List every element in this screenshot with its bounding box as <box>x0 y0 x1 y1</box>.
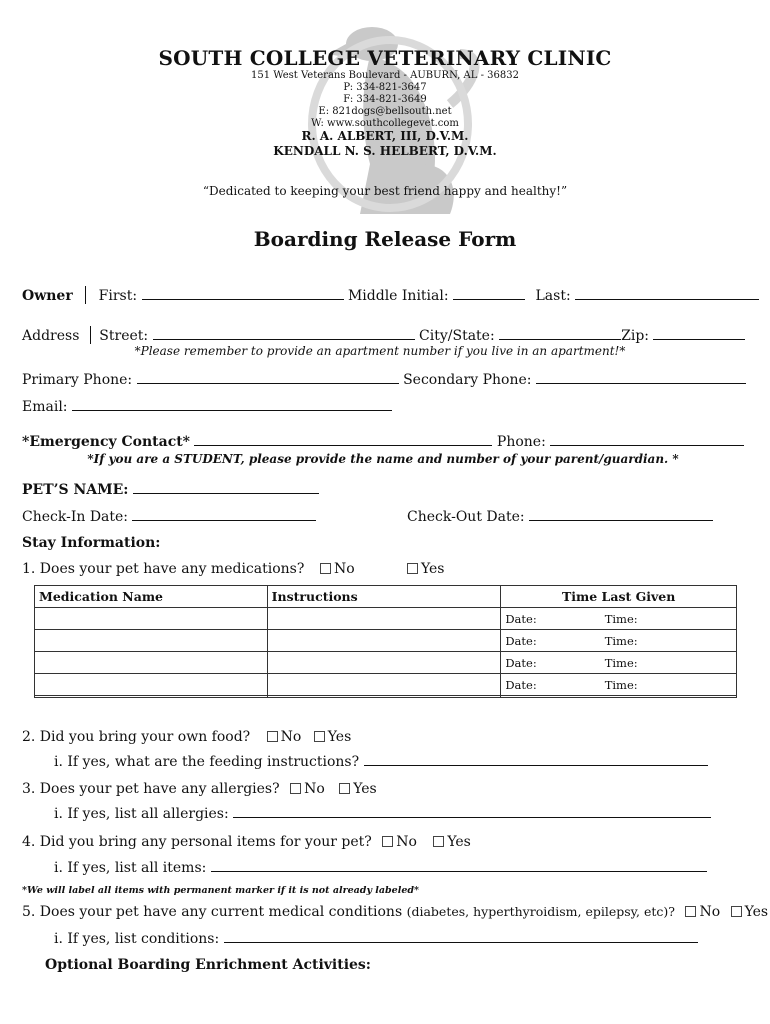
owner-first-label: First: <box>98 288 138 304</box>
q1-no-option[interactable] <box>320 561 355 577</box>
medications-table <box>34 585 737 698</box>
q4-no-option[interactable] <box>382 834 417 850</box>
q4-text: 4. Did you bring any personal items for your pet? <box>22 834 372 850</box>
q5-yes-label: Yes <box>744 904 769 920</box>
instructions-cell[interactable] <box>267 674 501 696</box>
q3-no-option[interactable] <box>290 781 325 797</box>
table-bottom-cell <box>267 696 501 698</box>
table-row <box>35 674 737 696</box>
q3-text: 3. Does your pet have any allergies? <box>22 781 280 797</box>
q2i-row <box>54 754 708 770</box>
q2-yes-option[interactable] <box>314 729 352 745</box>
q5i-text: i. If yes, list conditions: <box>54 931 220 947</box>
street-field[interactable] <box>153 338 415 340</box>
q2-yes-label: Yes <box>327 729 352 745</box>
time-cell[interactable] <box>601 674 737 696</box>
q3-yes-option[interactable] <box>339 781 377 797</box>
emergency-phone-label: Phone: <box>496 434 546 450</box>
check-in-field[interactable] <box>132 519 316 521</box>
date-cell[interactable] <box>501 630 601 652</box>
check-in-label: Check-In Date: <box>22 509 129 525</box>
owner-first-field[interactable] <box>142 298 344 300</box>
address-row <box>22 326 745 344</box>
medication-name-cell[interactable] <box>35 608 268 630</box>
table-bottom-cell <box>35 696 268 698</box>
clinic-fax: F: 334-821-3649 <box>343 94 427 105</box>
q5-yes-checkbox[interactable] <box>731 906 742 917</box>
owner-row <box>22 286 759 304</box>
medication-name-cell[interactable] <box>35 630 268 652</box>
table-row <box>35 652 737 674</box>
q1-yes-option[interactable] <box>407 561 445 577</box>
header-time-last-given: Time Last Given <box>501 586 737 608</box>
q3-no-checkbox[interactable] <box>290 783 301 794</box>
instructions-cell[interactable] <box>267 608 501 630</box>
q2i-text: i. If yes, what are the feeding instructions? <box>54 754 360 770</box>
q3-no-label: No <box>304 781 325 797</box>
emergency-contact-label: *Emergency Contact* <box>22 434 191 450</box>
q2-no-checkbox[interactable] <box>267 731 278 742</box>
check-in-row <box>22 509 316 525</box>
label-note: *We will label all items with permanent marker if it is not already labeled* <box>22 885 419 896</box>
city-state-field[interactable] <box>499 338 621 340</box>
q5-no-checkbox[interactable] <box>685 906 696 917</box>
stay-heading: Stay Information: <box>22 535 161 551</box>
owner-last-field[interactable] <box>575 298 759 300</box>
apartment-note: *Please remember to provide an apartment number if you live in an apartment!* <box>134 344 626 358</box>
date-cell[interactable] <box>501 674 601 696</box>
q4-no-label: No <box>396 834 417 850</box>
table-bottom-cell <box>501 696 737 698</box>
clinic-address: 151 West Veterans Boulevard - AUBURN, AL - 36832 <box>251 70 519 81</box>
zip-label: Zip: <box>621 328 650 344</box>
primary-phone-label: Primary Phone: <box>22 372 133 388</box>
street-label: Street: <box>99 328 149 344</box>
clinic-phone: P: 334-821-3647 <box>343 82 427 93</box>
q4-yes-option[interactable] <box>433 834 471 850</box>
address-label: Address <box>22 328 80 344</box>
time-cell[interactable] <box>601 652 737 674</box>
table-row <box>35 696 737 698</box>
q5-examples: (diabetes, hyperthyroidism, epilepsy, etc)? <box>406 904 675 919</box>
doctor-name-1: R. A. ALBERT, III, D.V.M. <box>301 129 469 143</box>
owner-middle-label: Middle Initial: <box>347 288 449 304</box>
instructions-cell[interactable] <box>267 652 501 674</box>
primary-phone-field[interactable] <box>137 382 399 384</box>
header-medication-name: Medication Name <box>35 586 268 608</box>
pet-name-field[interactable] <box>133 492 319 494</box>
q3-row <box>22 781 377 797</box>
q4i-row <box>54 860 707 876</box>
q1-text: 1. Does your pet have any medications? <box>22 561 305 577</box>
clinic-website: W: www.southcollegevet.com <box>311 118 459 129</box>
q2-no-option[interactable] <box>267 729 302 745</box>
header-instructions: Instructions <box>267 586 501 608</box>
table-row <box>35 608 737 630</box>
q4-yes-checkbox[interactable] <box>433 836 444 847</box>
q3i-text: i. If yes, list all allergies: <box>54 806 229 822</box>
q2-yes-checkbox[interactable] <box>314 731 325 742</box>
q5-text: 5. Does your pet have any current medical conditions <box>22 904 403 920</box>
owner-label: Owner <box>22 288 73 304</box>
q5-no-label: No <box>699 904 721 920</box>
time-label: Time: <box>604 677 638 692</box>
owner-middle-field[interactable] <box>453 298 525 300</box>
feeding-instructions-field[interactable] <box>364 764 708 766</box>
email-label: Email: <box>22 399 68 415</box>
q5-no-option[interactable] <box>685 904 720 920</box>
table-header-row <box>35 586 737 608</box>
emergency-row <box>22 434 744 450</box>
zip-field[interactable] <box>653 338 745 340</box>
clinic-motto: “Dedicated to keeping your best friend happy and healthy!” <box>202 184 568 198</box>
date-cell[interactable] <box>501 608 601 630</box>
time-cell[interactable] <box>601 630 737 652</box>
check-out-row <box>407 509 713 525</box>
date-label: Date: <box>505 655 537 670</box>
instructions-cell[interactable] <box>267 630 501 652</box>
q3-yes-checkbox[interactable] <box>339 783 350 794</box>
q2-text: 2. Did you bring your own food? <box>22 729 251 745</box>
q5-yes-option[interactable] <box>731 904 769 920</box>
doctor-name-2: KENDALL N. S. HELBERT, D.V.M. <box>273 144 497 158</box>
city-state-label: City/State: <box>419 328 495 344</box>
secondary-phone-label: Secondary Phone: <box>403 372 532 388</box>
q1-yes-label: Yes <box>421 561 445 577</box>
email-field[interactable] <box>72 409 392 411</box>
date-label: Date: <box>505 611 537 626</box>
q1-no-checkbox[interactable] <box>320 563 331 574</box>
pet-name-row <box>22 482 319 498</box>
q4i-text: i. If yes, list all items: <box>54 860 207 876</box>
form-title: Boarding Release Form <box>253 227 517 251</box>
owner-last-label: Last: <box>535 288 571 304</box>
check-out-label: Check-Out Date: <box>407 509 525 525</box>
time-label: Time: <box>604 611 638 626</box>
clinic-email: E: 821dogs@bellsouth.net <box>318 106 452 117</box>
phone-row <box>22 372 746 388</box>
student-note: *If you are a STUDENT, please provide the name and number of your parent/guardian. * <box>87 452 679 466</box>
date-label: Date: <box>505 677 537 692</box>
emergency-contact-field[interactable] <box>194 444 492 446</box>
medication-name-cell[interactable] <box>35 652 268 674</box>
time-cell[interactable] <box>601 608 737 630</box>
q2-row <box>22 729 351 745</box>
q4-no-checkbox[interactable] <box>382 836 393 847</box>
q3i-row <box>54 806 711 822</box>
date-label: Date: <box>505 633 537 648</box>
q3-yes-label: Yes <box>353 781 377 797</box>
pet-name-label: PET’S NAME: <box>22 482 129 498</box>
email-row <box>22 399 392 415</box>
secondary-phone-field[interactable] <box>536 382 746 384</box>
allergies-field[interactable] <box>233 816 711 818</box>
time-label: Time: <box>604 633 638 648</box>
check-out-field[interactable] <box>529 519 713 521</box>
date-cell[interactable] <box>501 652 601 674</box>
medical-conditions-field[interactable] <box>224 941 698 943</box>
optional-activities-heading: Optional Boarding Enrichment Activities: <box>45 957 371 973</box>
medication-name-cell[interactable] <box>35 674 268 696</box>
table-row <box>35 630 737 652</box>
personal-items-field[interactable] <box>211 870 707 872</box>
clinic-name: SOUTH COLLEGE VETERINARY CLINIC <box>158 46 612 70</box>
q4-yes-label: Yes <box>447 834 471 850</box>
q5-row <box>22 904 768 920</box>
emergency-phone-field[interactable] <box>550 444 744 446</box>
time-label: Time: <box>604 655 638 670</box>
q1-yes-checkbox[interactable] <box>407 563 418 574</box>
q4-row <box>22 834 471 850</box>
q1-no-label: No <box>334 561 355 577</box>
q2-no-label: No <box>280 729 302 745</box>
q5i-row <box>54 931 698 947</box>
